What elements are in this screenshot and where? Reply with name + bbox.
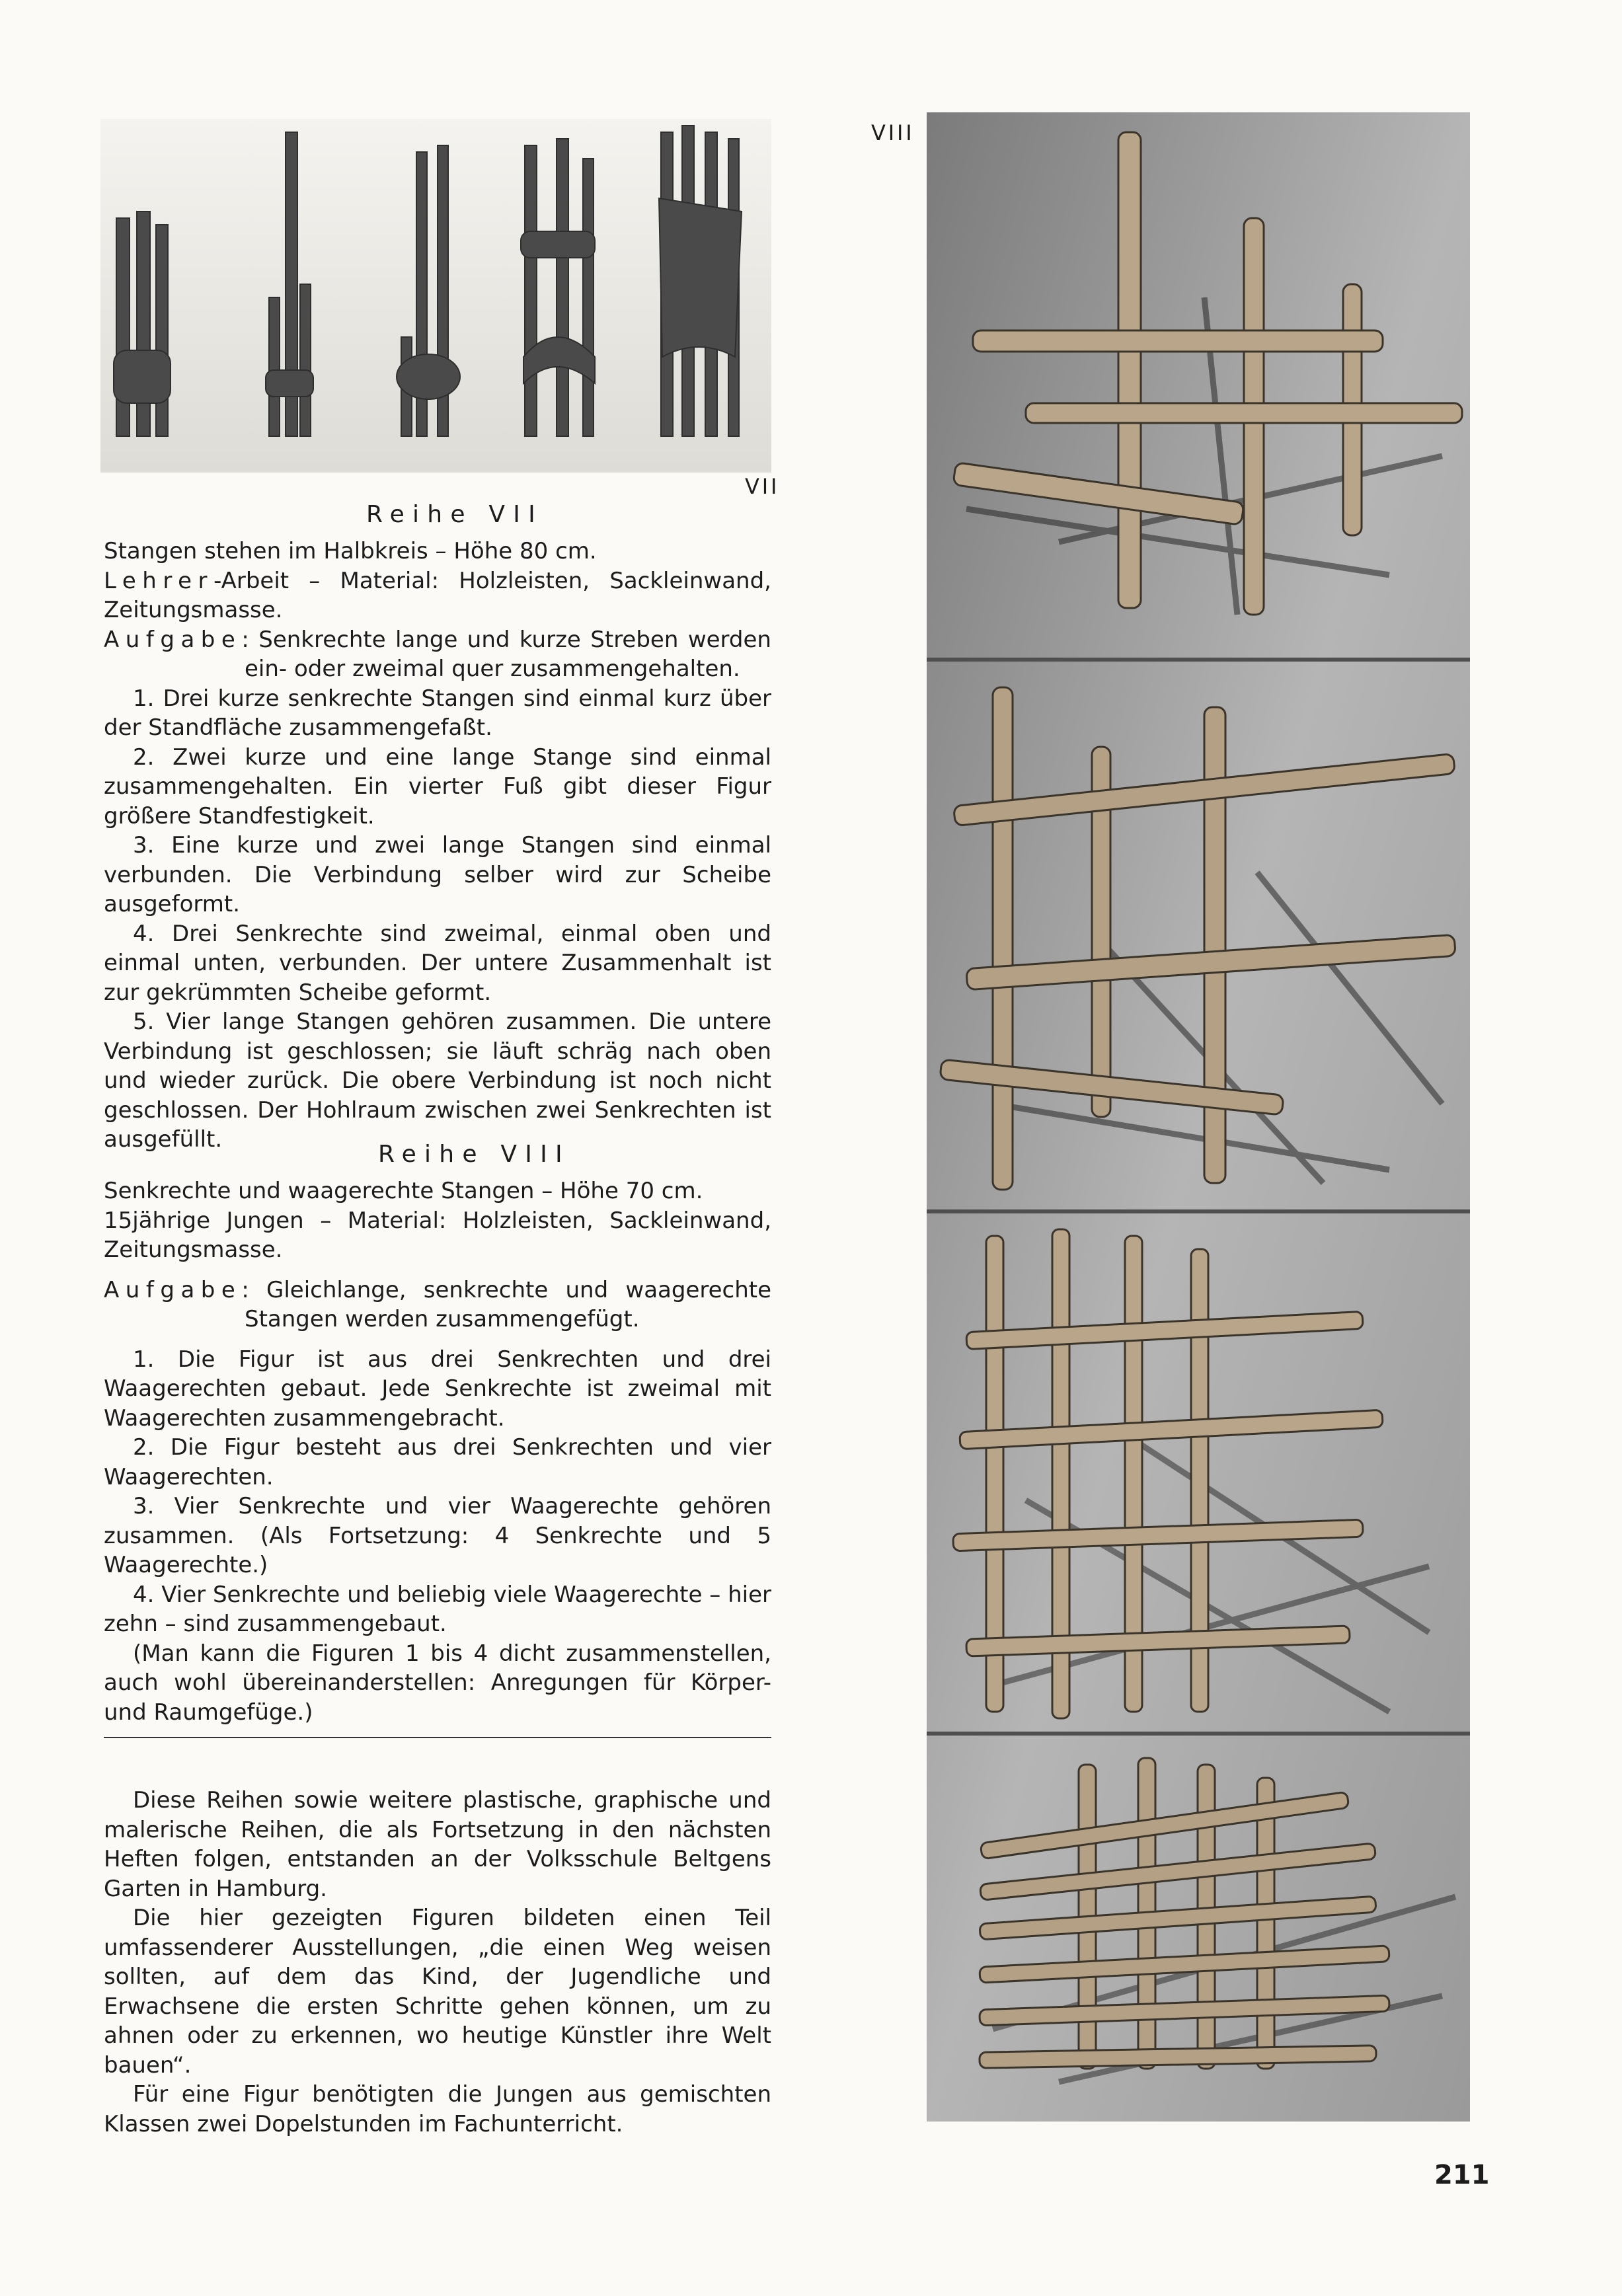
reihe-vii-body (104, 537, 771, 1155)
reihe-vii-task (104, 625, 771, 684)
reihe-vii-item-3: 3. Eine kurze und zwei lange Stangen sind einmal verbunden. Die Verbindung selber wird zur Scheibe ausgeformt. (104, 832, 771, 917)
section-divider (104, 1737, 771, 1738)
reihe-vii-line2 (104, 566, 771, 625)
reihe-viii-note: (Man kann die Figuren 1 bis 4 dicht zusammenstellen, auch wohl übereinanderstellen: Anregungen für Körper- und Raumgefüge.) (104, 1640, 771, 1726)
closing-paragraph-2: Die hier gezeigten Figuren bildeten einen Teil umfassenderer Ausstellungen, „die einen Weg weisen sollten, auf dem das Kind, der Jugendliche und Erwachsene die ersten Schritte gehen können, um zu ahnen oder zu erkennen, wo heutige Künstler ihre Welt bauen“. (104, 1905, 771, 2079)
reihe-viii-line2: 15jährige Jungen – Material: Holzleisten, Sackleinwand, Zeitungsmasse. (104, 1207, 771, 1263)
reihe-viii-task-label: Aufgabe (104, 1276, 242, 1303)
reihe-vii-line2-rest: -Arbeit – Material: Holzleisten, Sackleinwand, Zeitungsmasse. (104, 567, 771, 623)
reihe-vii-item-4: 4. Drei Senkrechte sind zweimal, einmal oben und einmal unten, verbunden. Der untere Zusammenhalt ist zur gekrümmten Scheibe geformt. (104, 920, 771, 1006)
figure-number-viii: VIII (871, 120, 915, 145)
page-number: 211 (1434, 2160, 1490, 2190)
reihe-vii-item-2: 2. Zwei kurze und eine lange Stange sind einmal zusammengehalten. Ein vierter Fuß gibt dieser Figur größere Standfestigkeit. (104, 744, 771, 829)
reihe-viii-item-2: 2. Die Figur besteht aus drei Senkrechten und vier Waagerechten. (104, 1434, 771, 1490)
reihe-viii-item-4: 4. Vier Senkrechte und beliebig viele Waagerechte – hier zehn – sind zusammengebaut. (104, 1581, 771, 1637)
reihe-viii-item-1: 1. Die Figur ist aus drei Senkrechten und drei Waagerechten gebaut. Jede Senkrechte ist zweimal mit Waagerechten zusammengebracht. (104, 1346, 771, 1432)
figure-number-vii: VII (745, 474, 780, 499)
closing-body (104, 1786, 771, 2139)
reihe-vii-task-label: Aufgabe (104, 626, 242, 653)
closing-paragraph-3: Für eine Figur benötigten die Jungen aus gemischten Klassen zwei Dopelstunden im Fachunterricht. (104, 2081, 771, 2137)
reihe-vii-item-5: 5. Vier lange Stangen gehören zusammen. Die untere Verbindung ist geschlossen; sie läuft schräg nach oben und wieder zurück. Die obere Verbindung ist noch nicht geschlossen. Der Hohlraum zwischen zwei Senkrechten ist ausgefüllt. (104, 1009, 771, 1153)
sculptures-row-illustration (100, 119, 771, 473)
reihe-vii-heading: Reihe VII (366, 501, 543, 528)
reihe-vii-line2-label: Lehrer (104, 567, 214, 594)
reihe-viii-item-3: 3. Vier Senkrechte und vier Waagerechte gehören zusammen. (Als Fortsetzung: 4 Senkrechte und 5 Waagerechte.) (104, 1493, 771, 1578)
closing-paragraph-1: Diese Reihen sowie weitere plastische, graphische und malerische Reihen, die als Fortsetzung in den nächsten Heften folgen, entstanden an der Volksschule Beltgens Garten in Hamburg. (104, 1787, 771, 1902)
figure-reihe-viii-photo (927, 112, 1470, 2122)
reihe-vii-item-1: 1. Drei kurze senkrechte Stangen sind einmal kurz über der Standfläche zusammengefaßt. (104, 685, 771, 741)
reihe-viii-line1: Senkrechte und waagerechte Stangen – Höhe 70 cm. (104, 1178, 703, 1204)
reihe-viii-heading: Reihe VIII (378, 1141, 570, 1168)
reihe-vii-line1: Stangen stehen im Halbkreis – Höhe 80 cm. (104, 538, 597, 564)
reihe-viii-task-text: : Gleichlange, senkrechte und waagerechte Stangen werden zusammengefügt. (241, 1276, 771, 1332)
reihe-viii-body (104, 1176, 771, 1727)
lattice-sculptures-illustration (927, 112, 1470, 2122)
reihe-vii-task-text: : Senkrechte lange und kurze Streben werden ein- oder zweimal quer zusammengehalten. (241, 626, 771, 682)
figure-reihe-vii-photo (100, 119, 771, 473)
reihe-viii-task (104, 1276, 771, 1334)
